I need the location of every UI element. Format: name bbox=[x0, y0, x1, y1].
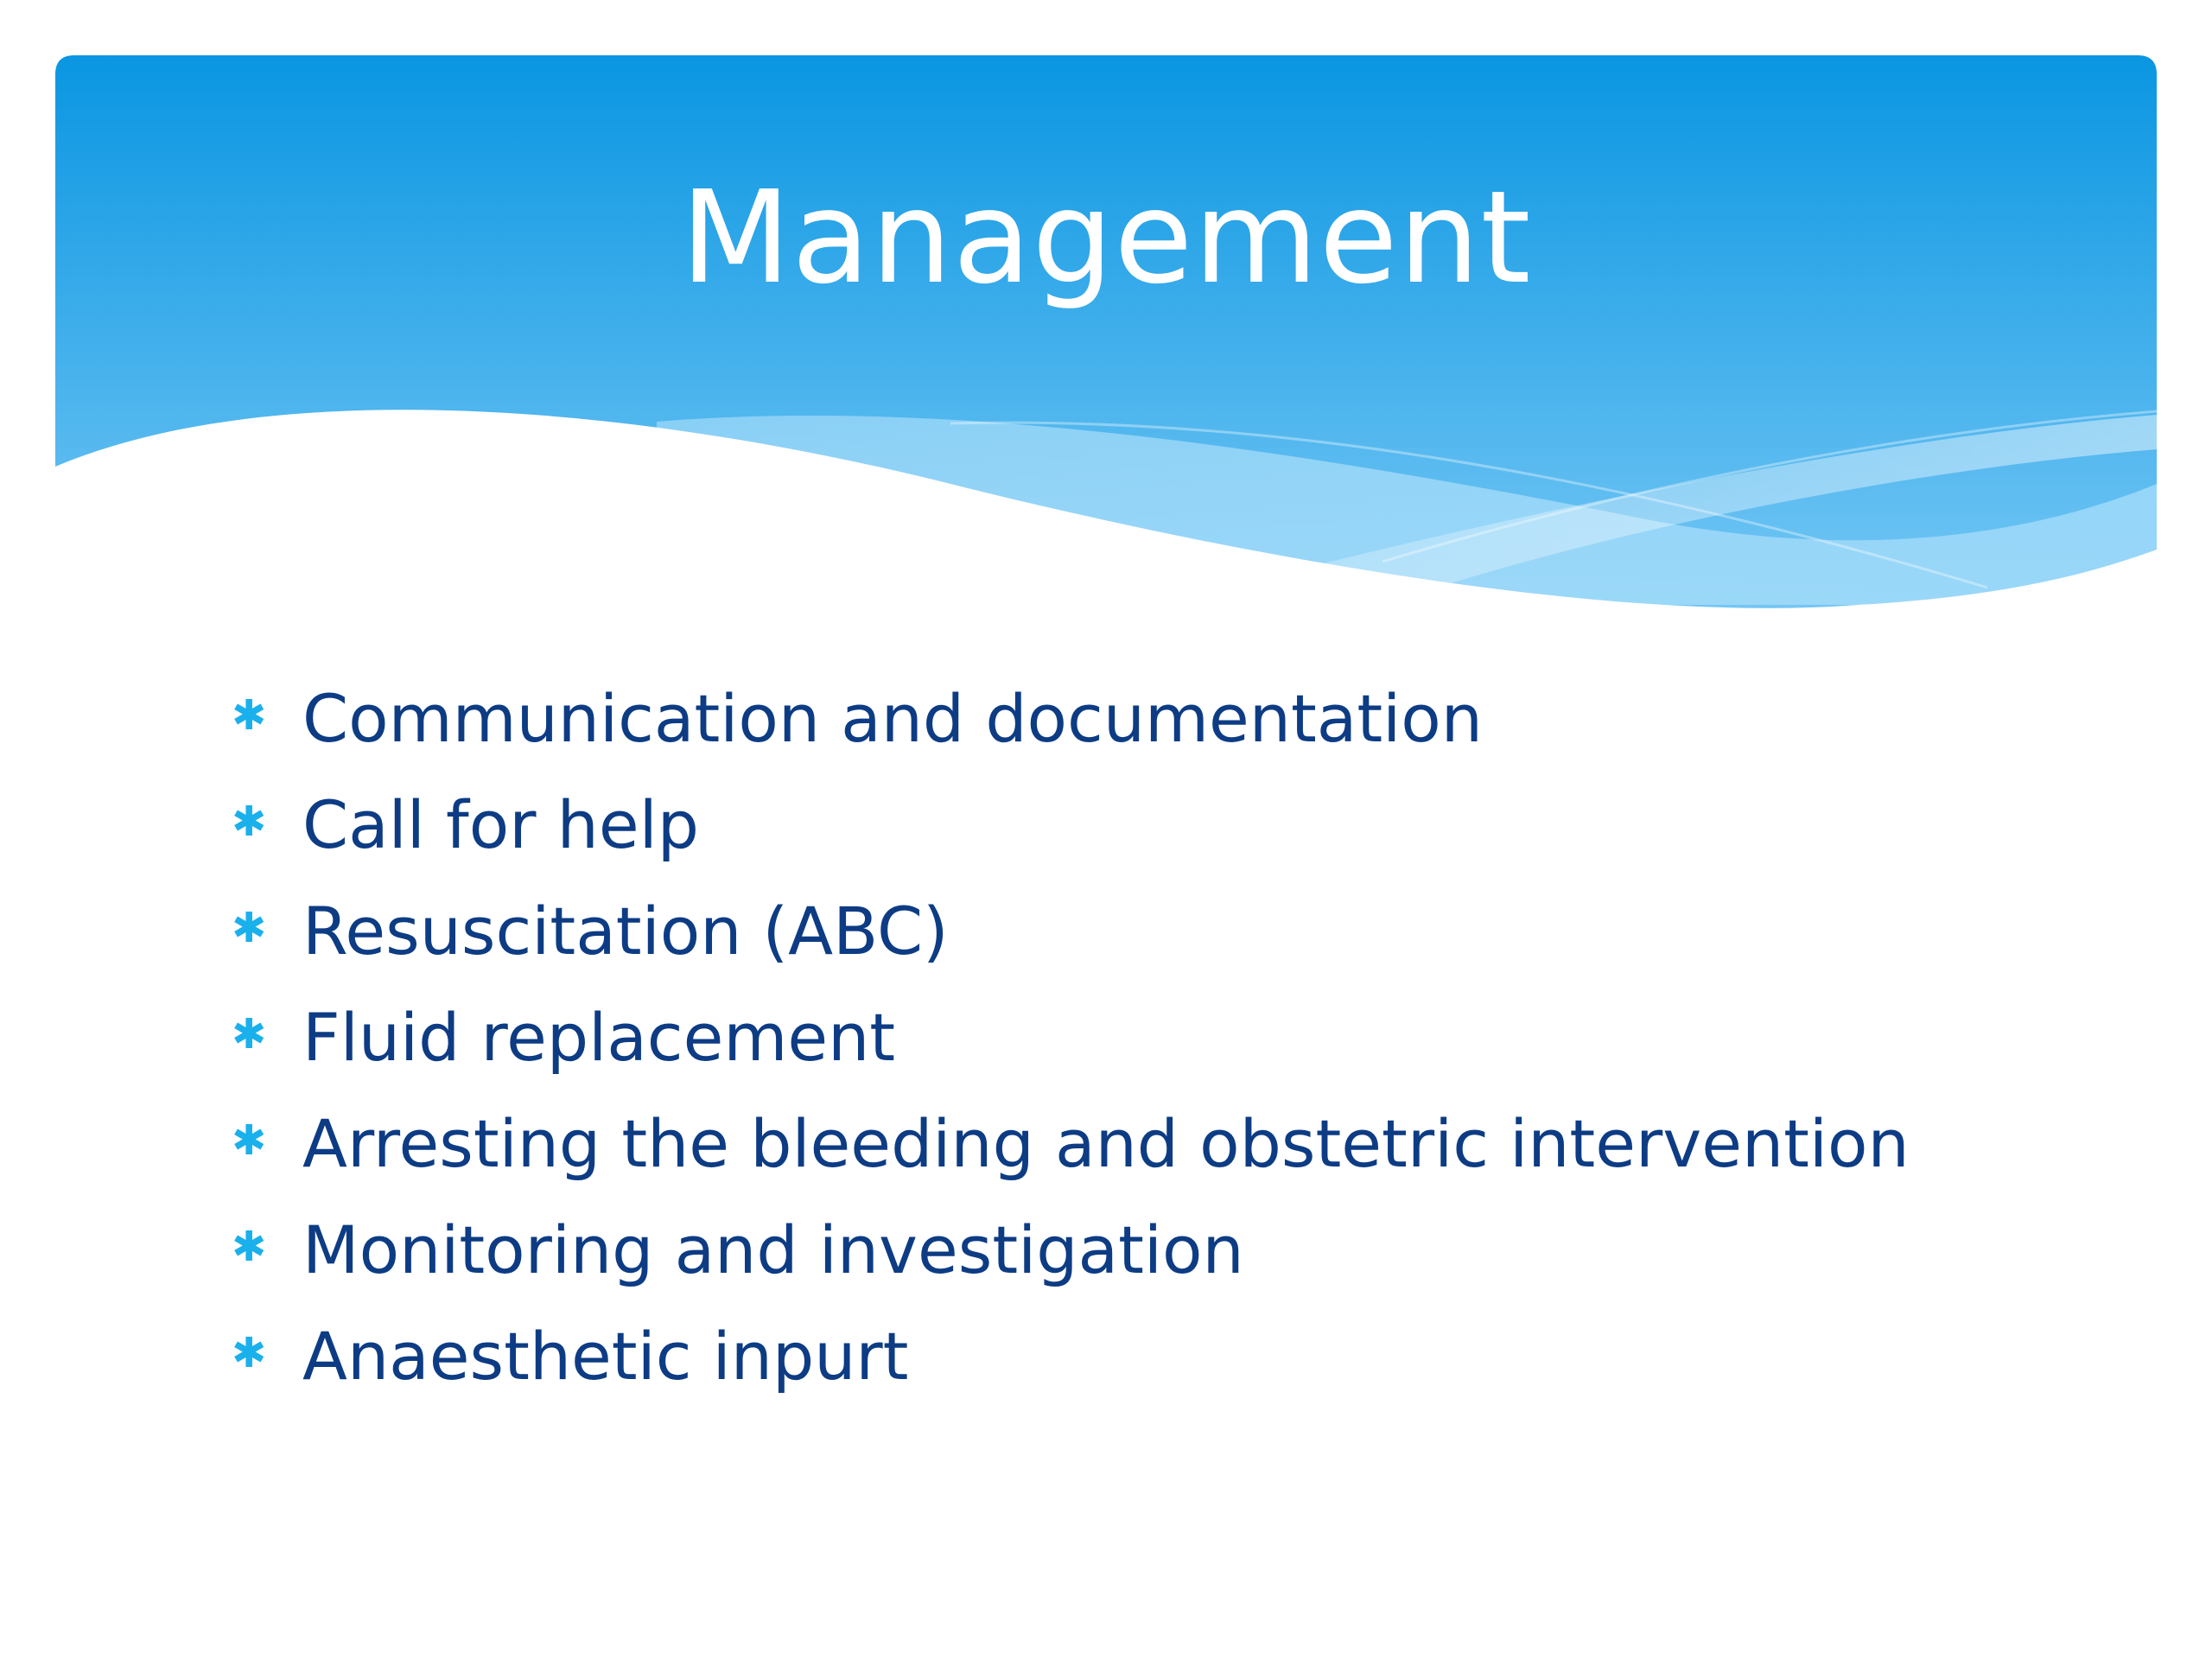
bullet-text: Arresting the bleeding and obstetric intervention bbox=[302, 1104, 1910, 1182]
bullet-text: Communication and documentation bbox=[302, 679, 1483, 757]
bullet-text: Resuscitation (ABC) bbox=[302, 892, 949, 969]
asterisk-icon: ✱ bbox=[232, 903, 267, 952]
bullet-list bbox=[232, 665, 2046, 1409]
list-item bbox=[232, 1090, 2046, 1197]
asterisk-icon: ✱ bbox=[232, 1009, 267, 1058]
list-item bbox=[232, 1197, 2046, 1303]
list-item bbox=[232, 1303, 2046, 1409]
list-item bbox=[232, 878, 2046, 984]
list-item bbox=[232, 984, 2046, 1090]
header-banner bbox=[0, 0, 2212, 657]
list-item bbox=[232, 665, 2046, 772]
asterisk-icon: ✱ bbox=[232, 690, 267, 740]
list-item bbox=[232, 772, 2046, 878]
bullet-text: Call for help bbox=[302, 785, 699, 863]
asterisk-icon: ✱ bbox=[232, 1328, 267, 1377]
slide-title: Management bbox=[680, 163, 1532, 312]
bullet-text: Monitoring and investigation bbox=[302, 1211, 1244, 1288]
bullet-text: Fluid replacement bbox=[302, 998, 896, 1076]
asterisk-icon: ✱ bbox=[232, 1222, 267, 1271]
bullet-text: Anaesthetic inpurt bbox=[302, 1317, 909, 1395]
asterisk-icon: ✱ bbox=[232, 797, 267, 846]
asterisk-icon: ✱ bbox=[232, 1116, 267, 1165]
